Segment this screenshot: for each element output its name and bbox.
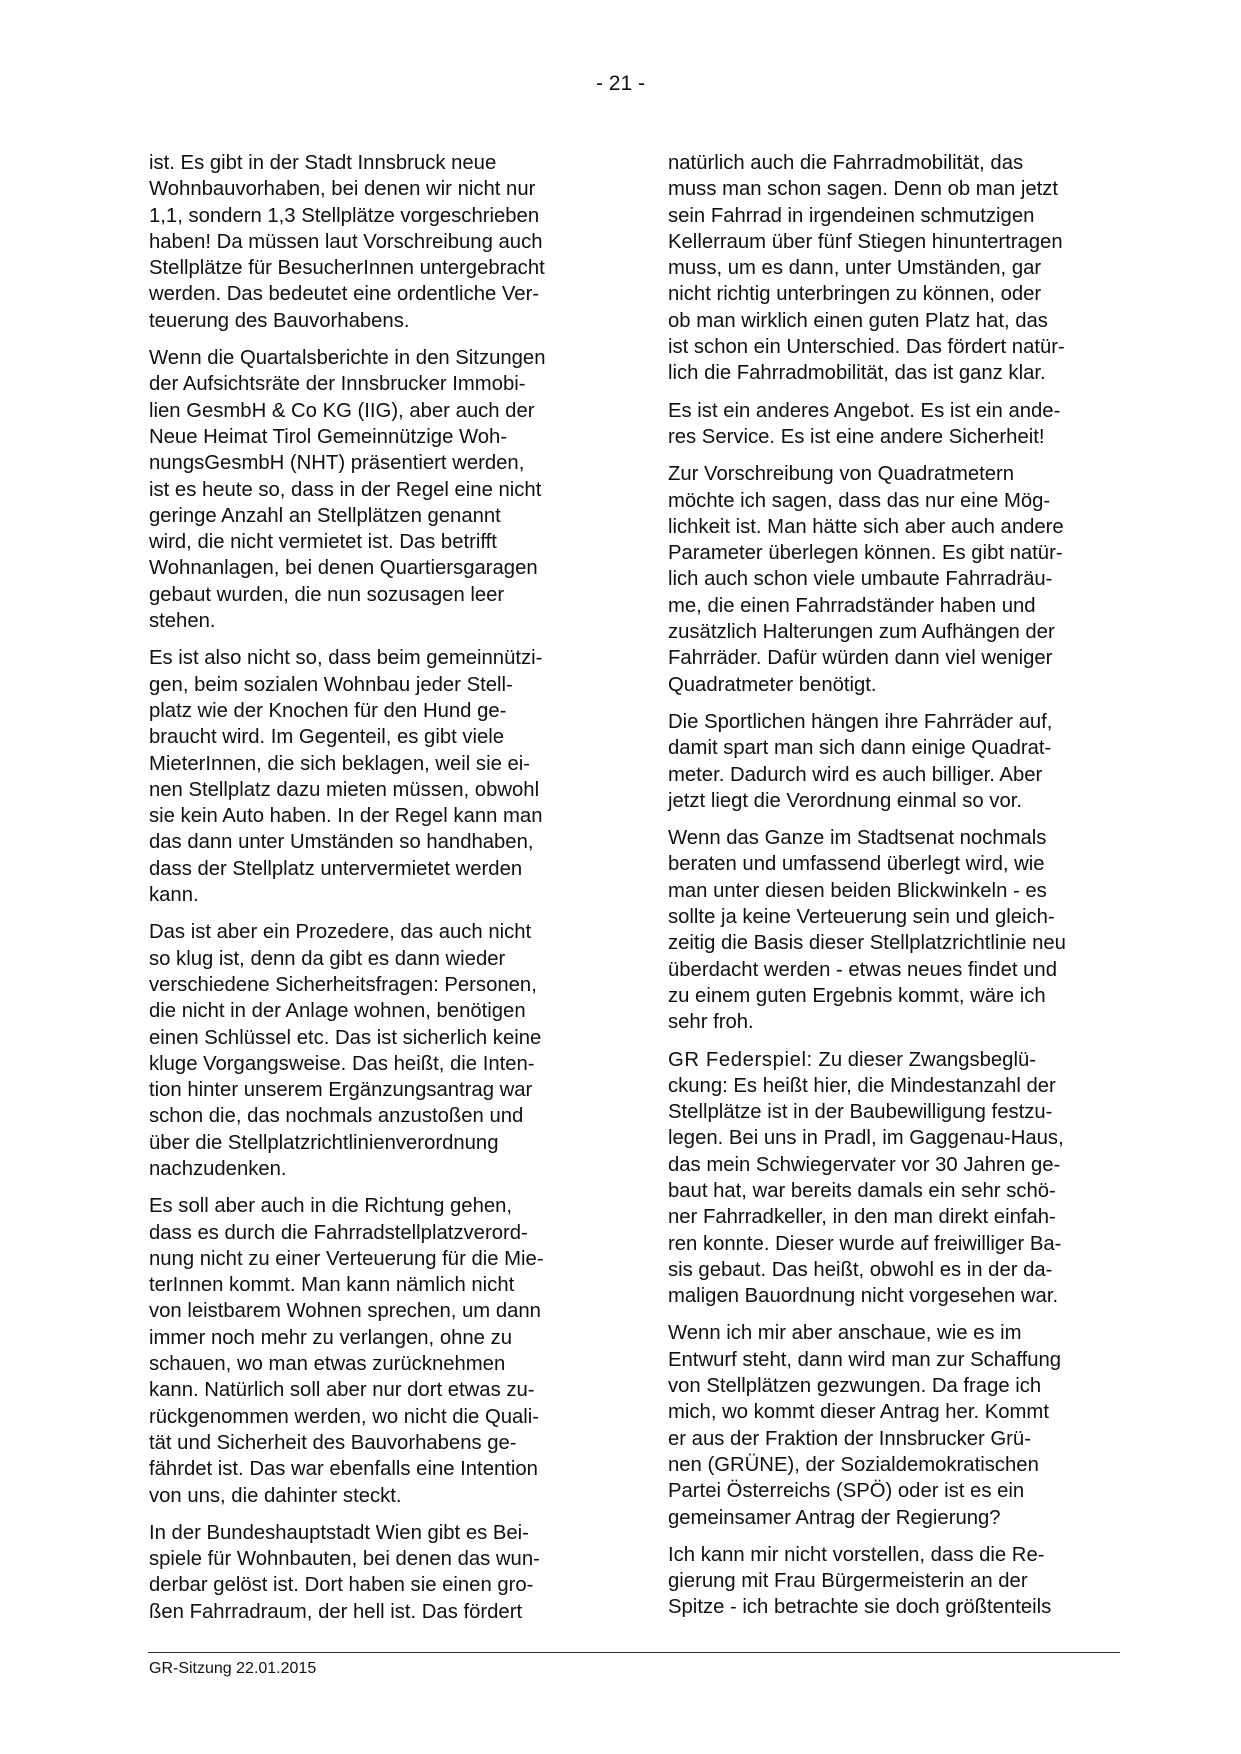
text-line: nen Stellplatz dazu mieten müssen, obwohl bbox=[149, 778, 540, 801]
text-line: zeitig die Basis dieser Stellplatzrichtlinie neu bbox=[668, 932, 1066, 955]
text-line: Wenn das Ganze im Stadtsenat nochmals bbox=[668, 827, 1047, 850]
text-line: gebaut wurden, die nun sozusagen leer bbox=[149, 583, 505, 606]
text-line: ist schon ein Unterschied. Das fördert natür- bbox=[668, 336, 1065, 359]
text-line: Stellplätze für BesucherInnen untergebracht bbox=[149, 257, 545, 280]
text-line: stehen. bbox=[149, 610, 216, 633]
text-line: gen, beim sozialen Wohnbau jeder Stell- bbox=[149, 673, 513, 696]
text-line: nungsGesmbH (NHT) präsentiert werden, bbox=[149, 452, 525, 475]
text-line: Zur Vorschreibung von Quadratmetern bbox=[668, 463, 1015, 486]
text-line: platz wie der Knochen für den Hund ge- bbox=[149, 699, 507, 722]
text-line: Entwurf steht, dann wird man zur Schaffung bbox=[668, 1348, 1062, 1371]
text-line: ist. Es gibt in der Stadt Innsbruck neue bbox=[149, 152, 497, 174]
text-line: sehr froh. bbox=[668, 1011, 754, 1034]
text-line: lich auch schon viele umbaute Fahrradräu- bbox=[668, 568, 1053, 591]
text-line: überdacht werden - etwas neues findet und bbox=[668, 958, 1057, 981]
paragraph bbox=[149, 1520, 589, 1625]
text-line: ckung: Es heißt hier, die Mindestanzahl der bbox=[668, 1074, 1056, 1097]
text-line: Die Sportlichen hängen ihre Fahrräder auf, bbox=[668, 710, 1053, 733]
text-line: damit spart man sich dann einige Quadrat- bbox=[668, 737, 1052, 760]
text-line: sollte ja keine Verteuerung sein und gleich- bbox=[668, 906, 1055, 929]
paragraph bbox=[668, 398, 1108, 451]
text-line: maligen Bauordnung nicht vorgesehen war. bbox=[668, 1285, 1059, 1308]
paragraph bbox=[668, 1320, 1108, 1530]
text-line: tion hinter unserem Ergänzungsantrag war bbox=[149, 1079, 533, 1102]
text-line: kann. Natürlich soll aber nur dort etwas zu- bbox=[149, 1379, 535, 1402]
text-line: einen Schlüssel etc. Das ist sicherlich keine bbox=[149, 1026, 542, 1049]
text-line: so klug ist, denn da gibt es dann wieder bbox=[149, 947, 506, 970]
text-line: me, die einen Fahrradständer haben und bbox=[668, 594, 1036, 617]
text-line: möchte ich sagen, dass das nur eine Mög- bbox=[668, 489, 1051, 512]
text-line: Zu dieser Zwangsbeglü- bbox=[812, 1048, 1036, 1071]
text-line: gemeinsamer Antrag der Regierung? bbox=[668, 1506, 1001, 1529]
text-line: über die Stellplatzrichtlinienverordnung bbox=[149, 1131, 499, 1154]
text-line: sie kein Auto haben. In der Regel kann man bbox=[149, 805, 543, 828]
text-line: man unter diesen beiden Blickwinkeln - es bbox=[668, 879, 1047, 902]
text-line: lich die Fahrradmobilität, das ist ganz klar. bbox=[668, 362, 1046, 385]
text-line: sein Fahrrad in irgendeinen schmutzigen bbox=[668, 204, 1035, 227]
paragraph bbox=[149, 150, 589, 334]
text-line: wird, die nicht vermietet ist. Das betrifft bbox=[149, 531, 497, 554]
text-line: Parameter überlegen können. Es gibt natür- bbox=[668, 542, 1063, 565]
text-line: res Service. Es ist eine andere Sicherheit! bbox=[668, 425, 1045, 448]
text-line: derbar gelöst ist. Dort haben sie einen gro- bbox=[149, 1574, 534, 1597]
text-line: lichkeit ist. Man hätte sich aber auch andere bbox=[668, 515, 1064, 538]
text-line: Ich kann mir nicht vorstellen, dass die Re- bbox=[668, 1543, 1045, 1566]
text-line: von leistbarem Wohnen sprechen, um dann bbox=[149, 1300, 541, 1323]
paragraph bbox=[668, 825, 1108, 1035]
paragraph bbox=[668, 1047, 1108, 1310]
text-line: Fahrräder. Dafür würden dann viel weniger bbox=[668, 647, 1053, 670]
text-line: fährdet ist. Das war ebenfalls eine Intention bbox=[149, 1458, 538, 1481]
text-line: ren konnte. Dieser wurde auf freiwilliger Ba- bbox=[668, 1232, 1062, 1255]
text-line: Es soll aber auch in die Richtung gehen, bbox=[149, 1195, 513, 1218]
text-line: ner Fahrradkeller, in den man direkt einfah- bbox=[668, 1206, 1056, 1229]
text-line: natürlich auch die Fahrradmobilität, das bbox=[668, 152, 1024, 174]
footer-session-date: GR-Sitzung 22.01.2015 bbox=[149, 1660, 317, 1677]
text-line: Wenn die Quartalsberichte in den Sitzungen bbox=[149, 347, 546, 370]
text-line: das mein Schwiegervater vor 30 Jahren ge- bbox=[668, 1153, 1061, 1176]
text-line: Neue Heimat Tirol Gemeinnützige Woh- bbox=[149, 425, 508, 448]
text-line: kann. bbox=[149, 884, 199, 907]
text-line: sis gebaut. Das heißt, obwohl es in der da- bbox=[668, 1258, 1053, 1281]
text-line: rückgenommen werden, wo nicht die Quali- bbox=[149, 1405, 540, 1428]
text-line: muss man schon sagen. Denn ob man jetzt bbox=[668, 178, 1059, 201]
text-line: von Stellplätzen gezwungen. Da frage ich bbox=[668, 1375, 1042, 1398]
left-text-column bbox=[149, 150, 589, 1636]
text-line: Spitze - ich betrachte sie doch größtenteils bbox=[668, 1596, 1052, 1619]
text-line: Partei Österreichs (SPÖ) oder ist es ein bbox=[668, 1480, 1025, 1503]
text-line: er aus der Fraktion der Innsbrucker Grü- bbox=[668, 1427, 1031, 1450]
text-line: Es ist ein anderes Angebot. Es ist ein ande- bbox=[668, 399, 1061, 422]
text-line: terInnen kommt. Man kann nämlich nicht bbox=[149, 1274, 515, 1297]
page-number: - 21 - bbox=[595, 72, 645, 95]
text-line: teuerung des Bauvorhabens. bbox=[149, 309, 410, 332]
text-line: MieterInnen, die sich beklagen, weil sie ei- bbox=[149, 752, 531, 775]
text-line: nung nicht zu einer Verteuerung für die Mie- bbox=[149, 1247, 544, 1270]
text-line: Wohnbauvorhaben, bei denen wir nicht nur bbox=[149, 178, 536, 201]
text-line: dass es durch die Fahrradstellplatzverord- bbox=[149, 1221, 528, 1244]
text-line: ist es heute so, dass in der Regel eine nicht bbox=[149, 478, 542, 501]
text-line: immer noch mehr zu verlangen, ohne zu bbox=[149, 1326, 512, 1349]
text-line: braucht wird. Im Gegenteil, es gibt viele bbox=[149, 726, 505, 749]
text-line: ob man wirklich einen guten Platz hat, das bbox=[668, 309, 1048, 332]
footer-divider bbox=[148, 1652, 1120, 1653]
text-line: Stellplätze ist in der Baubewilligung festzu- bbox=[668, 1101, 1053, 1124]
text-line: von uns, die dahinter steckt. bbox=[149, 1484, 402, 1507]
text-line: schauen, wo man etwas zurücknehmen bbox=[149, 1353, 506, 1376]
paragraph bbox=[149, 645, 589, 908]
right-text-column bbox=[668, 150, 1108, 1632]
text-line: meter. Dadurch wird es auch billiger. Aber bbox=[668, 763, 1043, 786]
text-line: 1,1, sondern 1,3 Stellplätze vorgeschrieben bbox=[149, 204, 540, 227]
text-line: Es ist also nicht so, dass beim gemeinnützi- bbox=[149, 647, 543, 670]
speaker-name: GR Federspiel: bbox=[668, 1048, 813, 1071]
text-line: haben! Da müssen laut Vorschreibung auch bbox=[149, 230, 543, 253]
text-line: baut hat, war bereits damals ein sehr schö- bbox=[668, 1179, 1056, 1202]
paragraph bbox=[668, 709, 1108, 814]
text-line: zu einem guten Ergebnis kommt, wäre ich bbox=[668, 984, 1046, 1007]
text-line: gierung mit Frau Bürgermeisterin an der bbox=[668, 1570, 1028, 1593]
text-line: geringe Anzahl an Stellplätzen genannt bbox=[149, 504, 501, 527]
text-line: schon die, das nochmals anzustoßen und bbox=[149, 1105, 524, 1128]
text-line: ßen Fahrradraum, der hell ist. Das fördert bbox=[149, 1600, 523, 1623]
text-line: Das ist aber ein Prozedere, das auch nicht bbox=[149, 921, 532, 944]
paragraph bbox=[149, 1193, 589, 1509]
text-line: Wohnanlagen, bei denen Quartiersgaragen bbox=[149, 557, 538, 580]
paragraph bbox=[668, 1542, 1108, 1621]
text-line: zusätzlich Halterungen zum Aufhängen der bbox=[668, 621, 1055, 644]
paragraph bbox=[668, 461, 1108, 698]
text-line: muss, um es dann, unter Umständen, gar bbox=[668, 257, 1042, 280]
text-line: nen (GRÜNE), der Sozialdemokratischen bbox=[668, 1453, 1039, 1476]
text-line: die nicht in der Anlage wohnen, benötigen bbox=[149, 1000, 526, 1023]
text-line: mich, wo kommt dieser Antrag her. Kommt bbox=[668, 1401, 1049, 1424]
text-line: Quadratmeter benötigt. bbox=[668, 673, 877, 696]
text-line: verschiedene Sicherheitsfragen: Personen, bbox=[149, 973, 537, 996]
paragraph bbox=[149, 345, 589, 634]
text-line: das dann unter Umständen so handhaben, bbox=[149, 831, 534, 854]
text-line: dass der Stellplatz untervermietet werden bbox=[149, 857, 523, 880]
paragraph bbox=[668, 150, 1108, 387]
text-line: nachzudenken. bbox=[149, 1157, 287, 1180]
text-line: beraten und umfassend überlegt wird, wie bbox=[668, 853, 1045, 876]
text-line: jetzt liegt die Verordnung einmal so vor. bbox=[668, 789, 1022, 812]
text-line: Kellerraum über fünf Stiegen hinuntertragen bbox=[668, 230, 1063, 253]
text-line: nicht richtig unterbringen zu können, oder bbox=[668, 283, 1042, 306]
paragraph bbox=[149, 919, 589, 1182]
text-line: spiele für Wohnbauten, bei denen das wun- bbox=[149, 1548, 540, 1571]
text-line: legen. Bei uns in Pradl, im Gaggenau-Haus, bbox=[668, 1127, 1064, 1150]
text-line: werden. Das bedeutet eine ordentliche Ver- bbox=[149, 283, 540, 306]
text-line: der Aufsichtsräte der Innsbrucker Immobi- bbox=[149, 373, 526, 396]
text-line: Wenn ich mir aber anschaue, wie es im bbox=[668, 1322, 1022, 1345]
text-line: kluge Vorgangsweise. Das heißt, die Inten- bbox=[149, 1052, 535, 1075]
text-line: In der Bundeshauptstadt Wien gibt es Bei- bbox=[149, 1521, 529, 1544]
text-line: tät und Sicherheit des Bauvorhabens ge- bbox=[149, 1431, 517, 1454]
text-line: lien GesmbH & Co KG (IIG), aber auch der bbox=[149, 399, 535, 422]
